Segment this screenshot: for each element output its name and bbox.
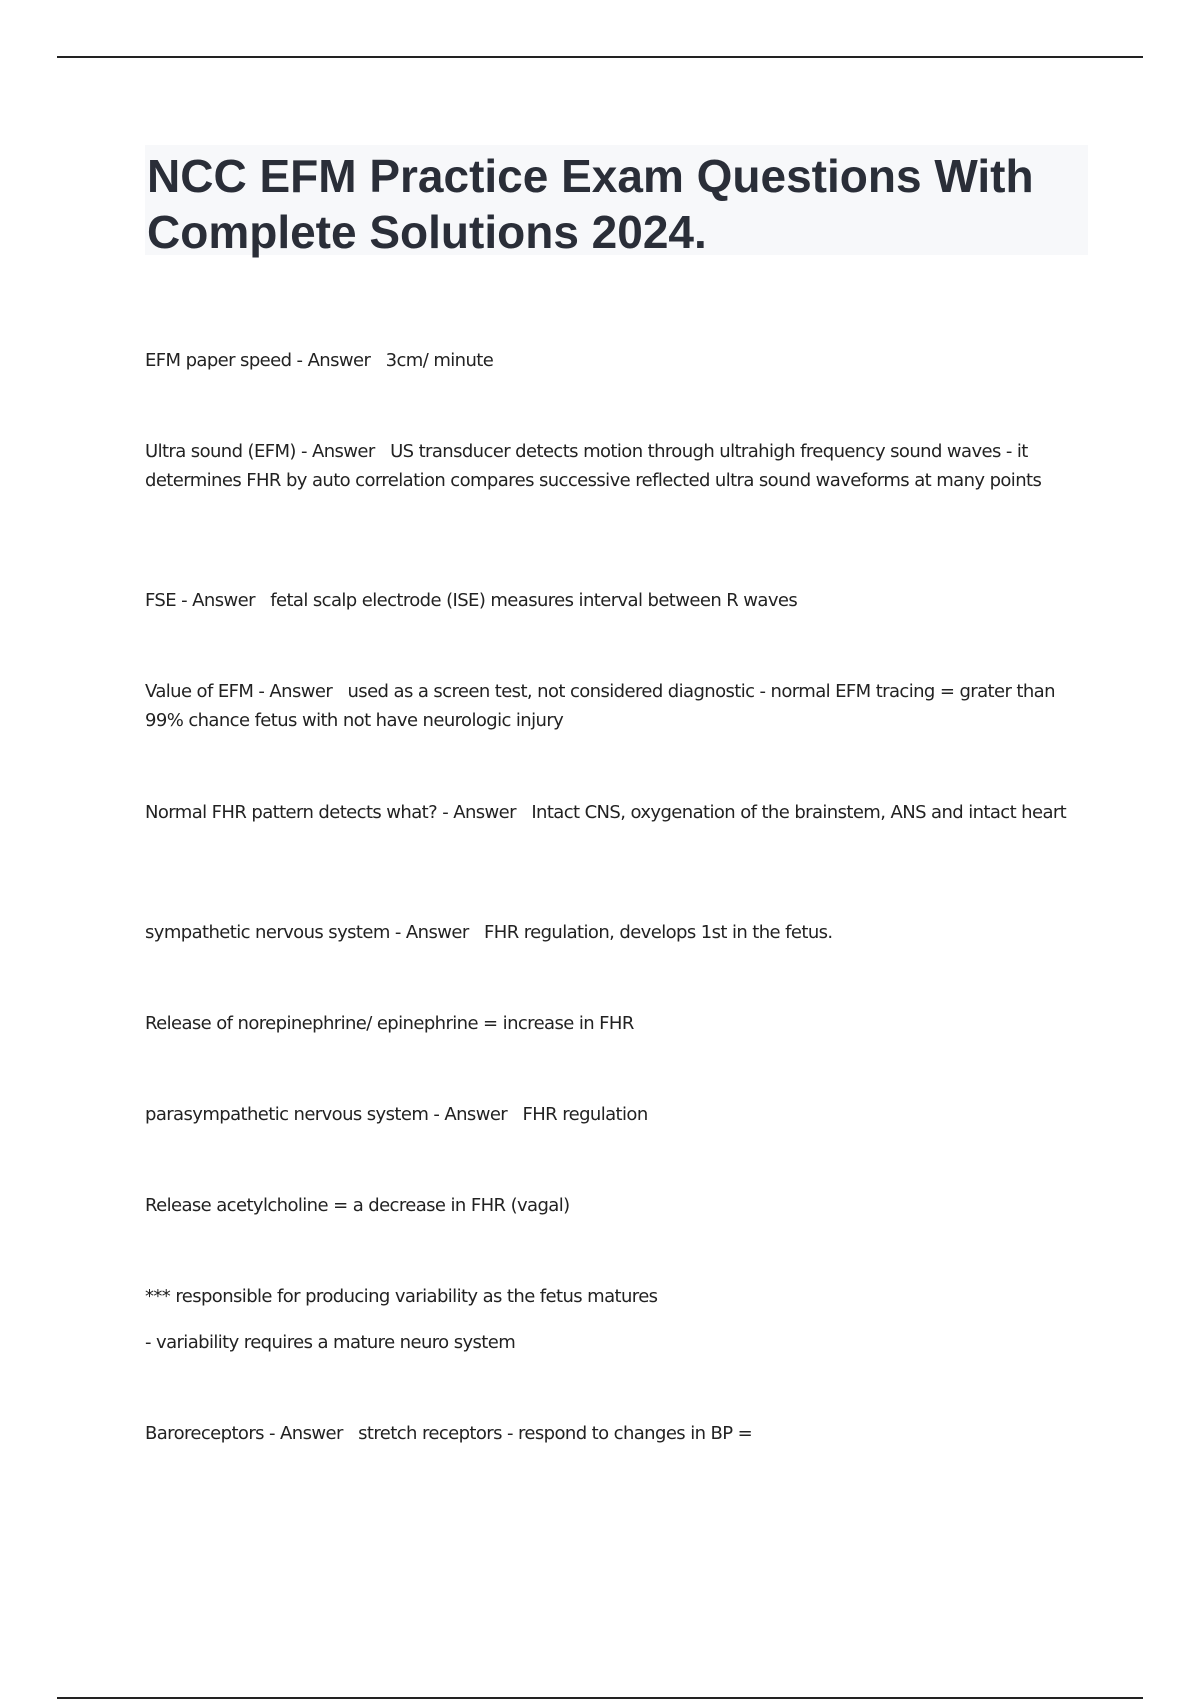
qa-entry — [145, 1419, 1095, 1448]
note-line: Release of norepinephrine/ epinephrine = increase in FHR — [145, 1013, 634, 1034]
title-block — [145, 145, 1088, 258]
qa-answer: FHR regulation, develops 1st in the fetus. — [484, 922, 833, 943]
qa-entry — [145, 798, 1095, 827]
qa-answer-marker: - Answer — [428, 1104, 508, 1125]
qa-term: FSE — [145, 590, 177, 611]
qa-answer: fetal scalp electrode (ISE) measures interval between R waves — [270, 590, 798, 611]
note-line: *** responsible for producing variability as the fetus matures — [145, 1286, 658, 1307]
qa-answer: FHR regulation — [522, 1104, 648, 1125]
qa-answer: US transducer detects motion through ultrahigh frequency sound waves - it determines FHR by auto correlation compares successive reflected ultra sound waveforms at many points — [145, 441, 1042, 491]
qa-entry — [145, 1100, 1095, 1129]
qa-term: parasympathetic nervous system — [145, 1104, 429, 1125]
qa-answer-marker: - Answer — [291, 350, 371, 371]
qa-answer: 3cm/ minute — [385, 350, 494, 371]
qa-answer: used as a screen test, not considered diagnostic - normal EFM tracing = grater than 99% chance fetus with not have neurologic injury — [145, 681, 1055, 731]
bottom-rule — [57, 1697, 1143, 1699]
qa-term: Value of EFM — [145, 681, 254, 702]
qa-term: sympathetic nervous system — [145, 922, 390, 943]
document-title: NCC EFM Practice Exam Questions With Complete Solutions 2024. — [147, 150, 1034, 258]
qa-entry — [145, 437, 1095, 495]
qa-term: EFM paper speed — [145, 350, 292, 371]
qa-entry — [145, 677, 1095, 735]
note-line: - variability requires a mature neuro system — [145, 1332, 516, 1353]
qa-entry — [145, 346, 1095, 375]
top-rule — [57, 56, 1143, 58]
qa-answer-marker: - Answer — [253, 681, 333, 702]
qa-entry — [145, 586, 1095, 615]
qa-answer-marker: - Answer — [437, 802, 516, 823]
note-line: Release acetylcholine = a decrease in FHR (vagal) — [145, 1195, 570, 1216]
qa-answer-marker: - Answer — [389, 922, 469, 943]
qa-answer-marker: - Answer — [263, 1423, 343, 1444]
qa-answer: stretch receptors - respond to changes in BP = — [358, 1423, 753, 1444]
qa-term: Normal FHR pattern detects what? — [145, 802, 438, 823]
qa-entry — [145, 918, 1095, 947]
qa-term: Baroreceptors — [145, 1423, 264, 1444]
qa-answer-marker: - Answer — [176, 590, 255, 611]
qa-term: Ultra sound (EFM) — [145, 441, 296, 462]
qa-answer: Intact CNS, oxygenation of the brainstem, ANS and intact heart — [531, 802, 1067, 823]
qa-answer-marker: - Answer — [295, 441, 375, 462]
